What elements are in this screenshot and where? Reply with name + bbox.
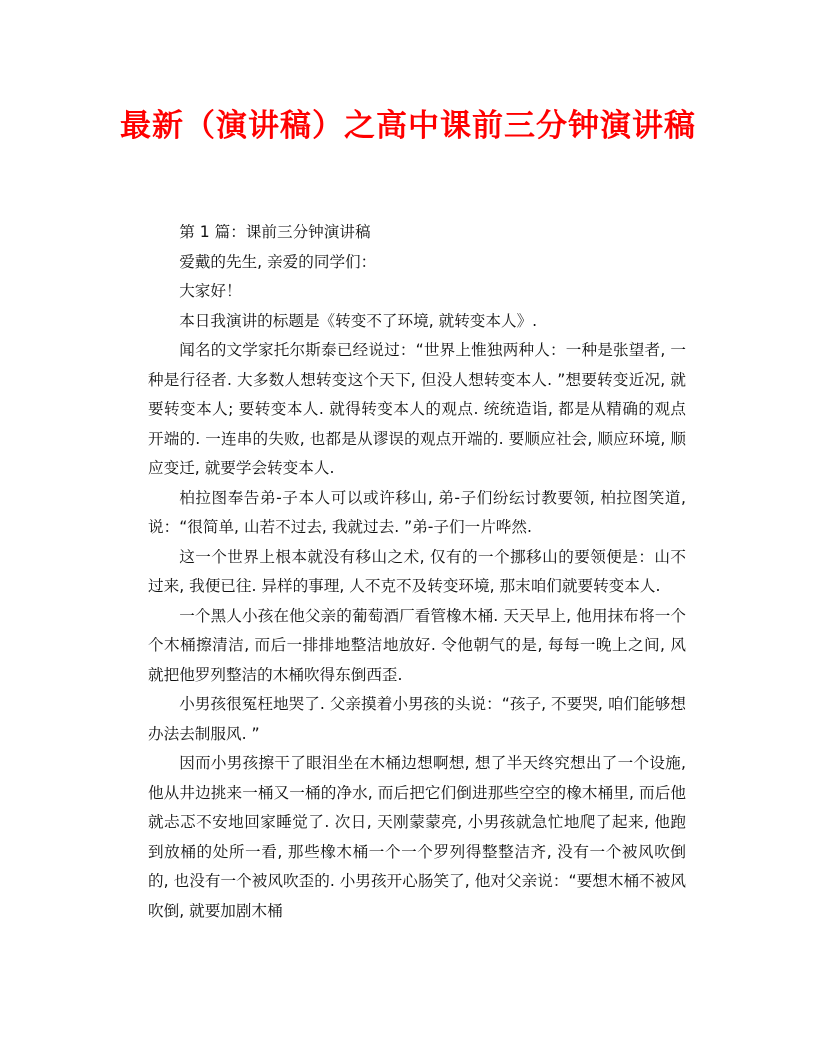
paragraph: 小男孩很冤枉地哭了. 父亲摸着小男孩的头说：“孩子, 不要哭, 咱们能够想办法去制服风. ” xyxy=(148,695,686,743)
document-title: 最新（演讲稿）之高中课前三分钟演讲稿 xyxy=(120,108,696,144)
paragraph: 因而小男孩擦干了眼泪坐在木桶边想啊想, 想了半天终究想出了一个设施, 他从井边挑来一桶又一桶的净水, 而后把它们倒进那些空空的橡木桶里, 而后他就忐忑不安地回家睡觉了. 次日, 天刚蒙蒙亮, 小男孩就急忙地爬了起来, 他跑到放桶的处所一看, 那些橡木桶一个一个罗列得整整洁齐, 没有一个被风吹倒的, 也没有一个被风吹歪的. 小男孩开心肠笑了, 他对父亲说：“要想木桶不被风吹倒, 就要加剧木桶 xyxy=(148,754,686,920)
paragraph: 这一个世界上根本就没有移山之术, 仅有的一个挪移山的要领便是：山不过来, 我便已往. 异样的事理, 人不克不及转变环境, 那末咱们就要转变本人. xyxy=(148,547,686,595)
paragraph: 爱戴的先生, 亲爱的同学们： xyxy=(179,252,377,271)
paragraph: 大家好！ xyxy=(179,282,242,300)
paragraph: 柏拉图奉告弟-子本人可以或许移山, 弟-子们纷纭讨教要领, 柏拉图笑道, 说：“很简单, 山若不过去, 我就过去. ”弟-子们一片哗然. xyxy=(148,488,686,536)
paragraph: 本日我演讲的标题是《转变不了环境, 就转变本人》. xyxy=(179,311,538,330)
paragraph: 一个黑人小孩在他父亲的葡萄酒厂看管橡木桶. 天天早上, 他用抹布将一个个木桶擦清洁, 而后一排排地整洁地放好. 令他朝气的是, 每每一晚上之间, 风就把他罗列整洁的木桶吹得东倒西歪. xyxy=(148,606,686,684)
paragraph: 第 1 篇：课前三分钟演讲稿 xyxy=(179,223,371,241)
document-body xyxy=(148,218,686,926)
paragraph: 闻名的文学家托尔斯泰已经说过：“世界上惟独两种人：一种是张望者, 一种是行径者. 大多数人想转变这个天下, 但没人想转变本人. ”想要转变近况, 就要转变本人; 要转变本人. 就得转变本人的观点. 统统造诣, 都是从精确的观点开端的. 一连串的失败, 也都是从谬误的观点开端的. 要顺应社会, 顺应环境, 顺应变迁, 就要学会转变本人. xyxy=(148,341,686,477)
